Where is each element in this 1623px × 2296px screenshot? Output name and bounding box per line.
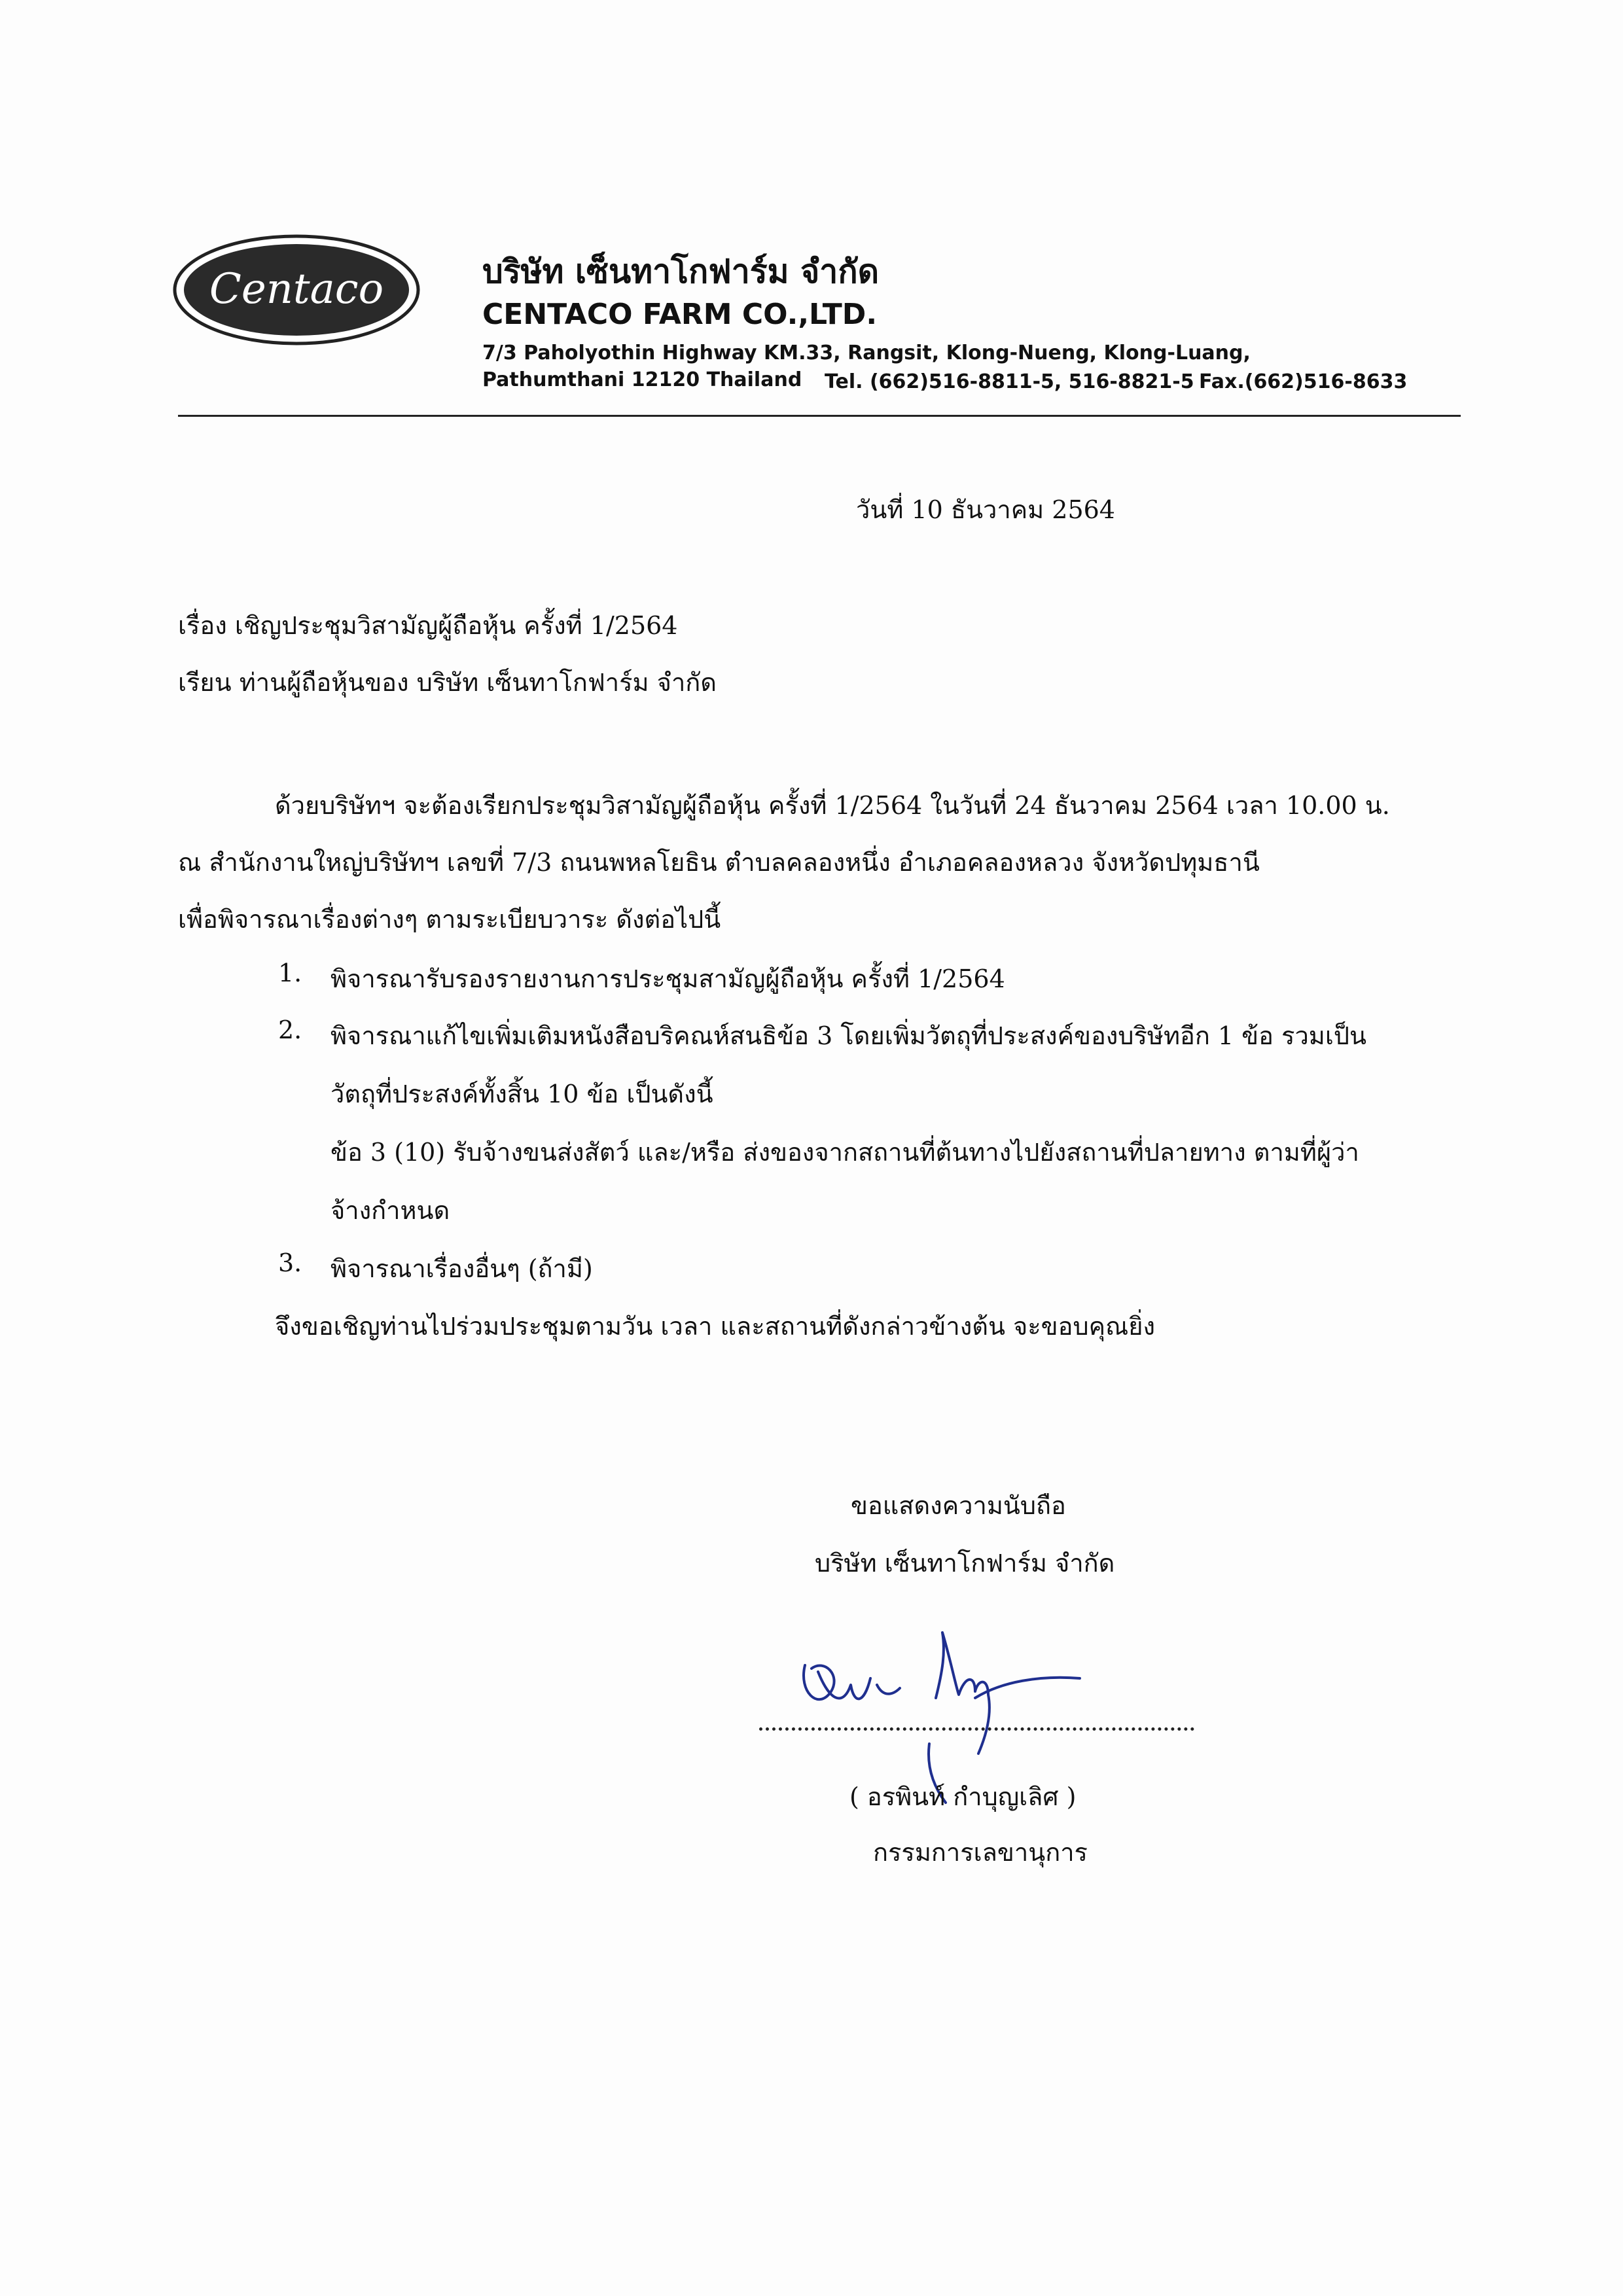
agenda-item-number: 2. xyxy=(278,1016,302,1044)
signatory-name: ( อรพินท์ กำบุญเลิศ ) xyxy=(849,1782,1077,1811)
address-line-2: Pathumthani 12120 Thailand xyxy=(482,368,802,391)
company-logo xyxy=(172,234,421,346)
closing-sentence: จึงขอเชิญท่านไปร่วมประชุมตามวัน เวลา และสถานที่ดังกล่าวข้างต้น จะขอบคุณยิ่ง xyxy=(275,1312,1156,1341)
agenda-item-number: 1. xyxy=(278,959,302,987)
agenda-item-text: พิจารณาแก้ไขเพิ่มเติมหนังสือบริคณห์สนธิข้อ 3 โดยเพิ่มวัตถุที่ประสงค์ของบริษัทอีก 1 ข้อ รวมเป็น xyxy=(330,1021,1366,1050)
regards: ขอแสดงความนับถือ xyxy=(851,1491,1066,1520)
paragraph-line-3: เพื่อพิจารณาเรื่องต่างๆ ตามระเบียบวาระ ดังต่อไปนี้ xyxy=(178,905,721,934)
paragraph-line-2: ณ สำนักงานใหญ่บริษัทฯ เลขที่ 7/3 ถนนพหลโยธิน ตำบลคลองหนึ่ง อำเภอคลองหลวง จังหวัดปทุมธานี xyxy=(178,848,1260,877)
letterhead-divider xyxy=(178,415,1461,417)
company-name-thai: บริษัท เซ็นทาโกฟาร์ม จำกัด xyxy=(482,253,880,291)
signatory-title: กรรมการเลขานุการ xyxy=(873,1838,1088,1867)
signature-dotted-line xyxy=(759,1727,1194,1731)
agenda-item-text: พิจารณาเรื่องอื่นๆ (ถ้ามี) xyxy=(330,1254,593,1283)
company-name-english: CENTACO FARM CO.,LTD. xyxy=(482,298,878,331)
fax: Fax.(662)516-8633 xyxy=(1199,370,1408,393)
logo-wordmark: Centaco xyxy=(209,265,384,313)
paragraph-line-1: ด้วยบริษัทฯ จะต้องเรียกประชุมวิสามัญผู้ถือหุ้น ครั้งที่ 1/2564 ในวันที่ 24 ธันวาคม 2564 เวลา 10.00 น. xyxy=(275,791,1390,820)
agenda-item-text: พิจารณารับรองรายงานการประชุมสามัญผู้ถือหุ้น ครั้งที่ 1/2564 xyxy=(330,964,1005,993)
letter-subject: เรื่อง เชิญประชุมวิสามัญผู้ถือหุ้น ครั้งที่ 1/2564 xyxy=(178,611,678,640)
address-line-1: 7/3 Paholyothin Highway KM.33, Rangsit, Klong-Nueng, Klong-Luang, xyxy=(482,342,1251,364)
telephone: Tel. (662)516-8811-5, 516-8821-5 xyxy=(825,370,1194,393)
letter-date: วันที่ 10 ธันวาคม 2564 xyxy=(856,495,1115,524)
clause-line-1: ข้อ 3 (10) รับจ้างขนส่งสัตว์ และ/หรือ ส่งของจากสถานที่ต้นทางไปยังสถานที่ปลายทาง ตามที่ผู้ว่า xyxy=(330,1138,1359,1167)
signature-company: บริษัท เซ็นทาโกฟาร์ม จำกัด xyxy=(815,1549,1115,1578)
clause-line-2: จ้างกำหนด xyxy=(330,1196,450,1225)
agenda-item-number: 3. xyxy=(278,1248,302,1277)
agenda-item-text-continued: วัตถุที่ประสงค์ทั้งสิ้น 10 ข้อ เป็นดังนี้ xyxy=(330,1080,713,1108)
letter-recipient: เรียน ท่านผู้ถือหุ้นของ บริษัท เซ็นทาโกฟาร์ม จำกัด xyxy=(178,668,717,697)
